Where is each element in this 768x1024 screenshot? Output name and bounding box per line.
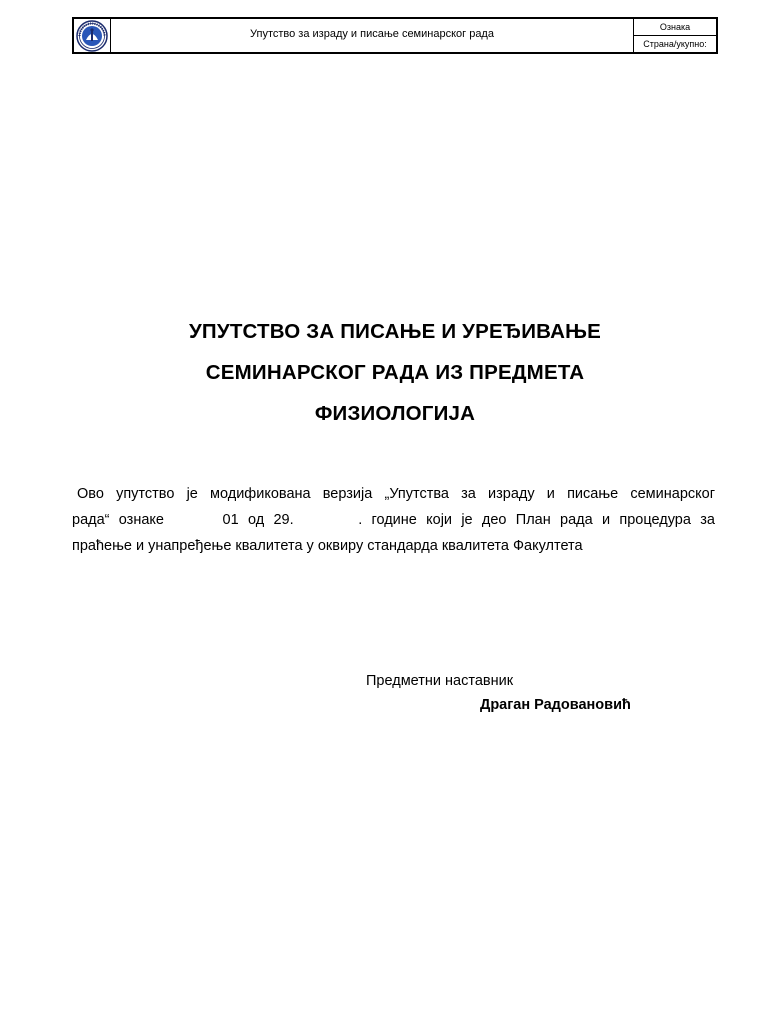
title-line: СЕМИНАРСКОГ РАДА ИЗ ПРЕДМЕТА — [205, 361, 585, 384]
word: писање — [567, 486, 619, 502]
header-page-label: Страна/укупно: — [634, 35, 716, 52]
signature-label: Предметни наставник — [366, 673, 514, 689]
word: израду — [488, 486, 535, 502]
signature-name: Драган Радовановић — [480, 697, 631, 713]
word: је — [186, 486, 198, 502]
word: од — [247, 512, 265, 528]
word: 29. — [273, 512, 294, 528]
document-title — [72, 311, 718, 434]
document-header — [72, 17, 718, 54]
word: процедура — [619, 512, 691, 528]
word: верзија — [322, 486, 373, 502]
word: део — [481, 512, 507, 528]
blank-gap — [303, 507, 349, 533]
word: рада — [560, 512, 593, 528]
intro-line-1 — [72, 481, 715, 507]
word: је — [461, 512, 473, 528]
word: године — [371, 512, 417, 528]
header-title: Упутство за израду и писање семинарског рада — [111, 19, 634, 52]
word: који — [426, 512, 453, 528]
logo-cell — [74, 19, 111, 52]
intro-line-2 — [72, 507, 715, 533]
word: . — [358, 512, 363, 528]
word: ознаке — [118, 512, 164, 528]
blank-gap — [173, 507, 213, 533]
word: „Упутства — [384, 486, 449, 502]
header-meta — [634, 19, 716, 52]
university-seal-icon — [76, 20, 108, 52]
word: и — [601, 512, 611, 528]
word: семинарског — [630, 486, 715, 502]
intro-line-3: праћење и унапређење квалитета у оквиру стандарда квалитета Факултета — [72, 538, 583, 554]
word: План — [515, 512, 551, 528]
title-line: ФИЗИОЛОГИЈА — [314, 402, 476, 425]
intro-paragraph — [72, 481, 715, 559]
word: за — [700, 512, 715, 528]
word: Ово — [77, 486, 104, 502]
word: 01 — [222, 512, 239, 528]
word: упутство — [116, 486, 175, 502]
title-line: УПУТСТВО ЗА ПИСАЊЕ И УРЕЂИВАЊЕ — [188, 320, 602, 343]
header-code-label: Ознака — [659, 22, 691, 32]
word: за — [461, 486, 476, 502]
word: и — [546, 486, 555, 502]
word: модификована — [210, 486, 311, 502]
word: рада“ — [72, 512, 110, 528]
